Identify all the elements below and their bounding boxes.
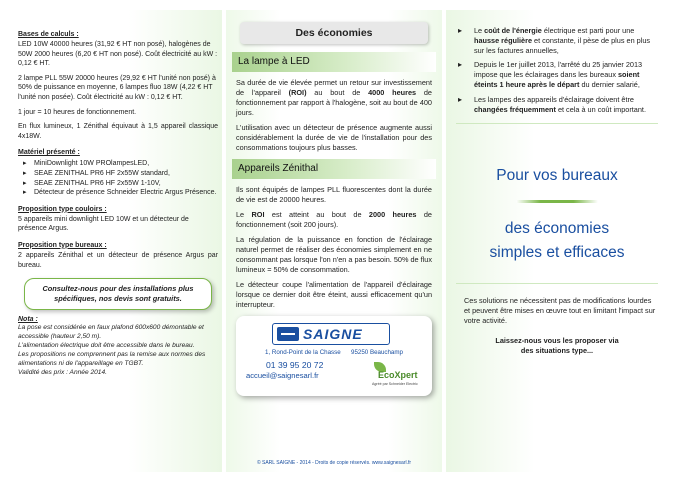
office-title: Proposition type bureaux : [18, 241, 107, 249]
material-title: Matériel présenté : [18, 149, 80, 157]
office-text: 2 appareils Zénithal et un détecteur de présence Argus par bureau. [18, 251, 218, 269]
led-heading: La lampe à LED [232, 52, 436, 72]
material-item: ▸ SEAE ZENITHAL PR6 HF 2x55W standard, [18, 169, 218, 179]
corridor-title: Proposition type couloirs : [18, 205, 107, 213]
green-divider [516, 200, 598, 203]
context-item-energy: ▸ Le coût de l'énergie électrique est parti pour une hausse régulière et constante, il pèse de plus en plus sur les factures annuelles, [456, 26, 658, 55]
zenithal-paragraph-1: Ils sont équipés de lampes PLL fluorescentes dont la durée de vie est de 20000 heures. [236, 185, 432, 204]
material-item: ▸ MiniDownlight 10W PROlampesLED, [18, 159, 218, 169]
company-address: 1, Rond-Point de la Chasse 95250 Beauchamp [265, 349, 403, 356]
nota-section [18, 316, 218, 377]
zenithal-paragraph-2: Le ROI est atteint au bout de 2000 heures de fonctionnement (soit 200 jours). [236, 210, 432, 229]
saigne-logo-icon [277, 327, 299, 341]
led-paragraph-1: Sa durée de vie élevée permet un retour sur investissement de l'appareil (ROI) au bout de 4000 heures de fonctionnement par rapport à l'halogène, soit au bout de 400 jours. [236, 78, 432, 117]
slogan-line-2: des économies [504, 220, 610, 238]
company-email[interactable]: accueil@saignesarl.fr [246, 371, 319, 380]
company-name: SAIGNE [303, 326, 363, 342]
context-item-regulation: ▸ Depuis le 1er juillet 2013, l'arrêté du 25 janvier 2013 impose que les éclairages dans les bureaux soient éteints 1 heure après le départ du dernier salarié, [456, 60, 658, 89]
zenithal-paragraph-4: Le détecteur coupe l'alimentation de l'appareil d'éclairage lorsque ce dernier doit être éteint, aussi efficacement qu'un interrupteur. [236, 280, 432, 309]
led-paragraph-2: L'utilisation avec un détecteur de présence augmente aussi considérablement la durée de vie de l'installation pour des consommations toujours plus basses. [236, 123, 432, 152]
context-item-lamps: ▸ Les lampes des appareils d'éclairage doivent être changées fréquemment et cela à un coût important. [456, 95, 658, 115]
material-item: ▸ Détecteur de présence Schneider Electric Argus Présence. [18, 188, 218, 198]
slogan-line-3: simples et efficaces [489, 244, 625, 262]
middle-panel [226, 10, 442, 472]
calc-text-4: En flux lumineux, 1 Zénithal équivaut à 1,5 appareil classique 4x18W. [18, 123, 218, 140]
zenithal-heading: Appareils Zénithal [232, 159, 436, 179]
nota-title: Nota : [18, 316, 38, 324]
saigne-logo [272, 323, 390, 345]
nota-item: Les propositions ne comprennent pas la remise aux normes des alimentations ni de l'appareillage en TGBT. [18, 351, 206, 368]
partner-tagline: Agréé par Schneider Electric [372, 382, 418, 386]
material-item: ▸ SEAE ZENITHAL PR6 HF 2x55W 1-10V, [18, 179, 218, 189]
partner-name: EcoXpert [378, 370, 418, 380]
context-list [456, 26, 658, 114]
right-panel [446, 10, 668, 472]
calc-text-1: LED 10W 40000 heures (31,92 € HT non posé), halogènes de 50W 2000 heures (6,20 € HT non posé). Coût électricité au kW : 0,12 € HT. [18, 41, 218, 68]
solutions-box [456, 283, 658, 356]
solutions-text: Ces solutions ne nécessitent pas de modifications lourdes et peuvent être mises en œuvre tout en limitant l'impact sur votre activité. [464, 296, 656, 326]
zenithal-paragraph-3: La régulation de la puissance en fonction de l'éclairage naturel permet de réaliser des économies simplement en ne consommant pas lorsque l'on n'en a pas besoin. 50% de flux lumineux = 50% de consommation. [236, 235, 432, 274]
invite-line-1: Laissez-nous vous les proposer via [495, 336, 619, 346]
section-title: Des économies [240, 22, 428, 44]
quote-callout: Consultez-nous pour des installations plus spécifiques, nos devis sont gratuits. [24, 278, 212, 310]
invite-line-2: des situations type... [520, 346, 594, 356]
copyright-footer: © SARL SAIGNE - 2014 - Droits de copie réservés. www.saignesarl.fr [256, 460, 412, 466]
calc-text-3: 1 jour = 10 heures de fonctionnement. [18, 108, 137, 116]
company-phone[interactable]: 01 39 95 20 72 [266, 360, 324, 370]
context-box [456, 26, 658, 124]
calc-text-2: 2 lampe PLL 55W 20000 heures (29,92 € HT l'unité non posé) à 50% de puissance en moyenne, 6 lampes fluo 18W (4,22 € HT l'unité non posée). Coût électricité au kW : 0,12 € HT. [18, 74, 216, 101]
nota-item: L'alimentation électrique doit être accessible dans le bureau. [18, 342, 195, 350]
ecoxpert-logo [372, 362, 424, 392]
left-panel [14, 10, 222, 472]
material-list [18, 159, 218, 197]
nota-item: La pose est considérée en faux plafond 600x600 démontable et accessible (hauteur 2,50 m). [18, 324, 204, 341]
calc-title: Bases de calculs : [18, 31, 79, 38]
nota-item: Validité des prix : Année 2014. [18, 369, 107, 377]
slogan-line-1: Pour vos bureaux [496, 167, 618, 185]
corridor-text: 5 appareils mini downlight LED 10W et un détecteur de présence Argus. [18, 215, 189, 233]
contact-card [236, 316, 432, 396]
